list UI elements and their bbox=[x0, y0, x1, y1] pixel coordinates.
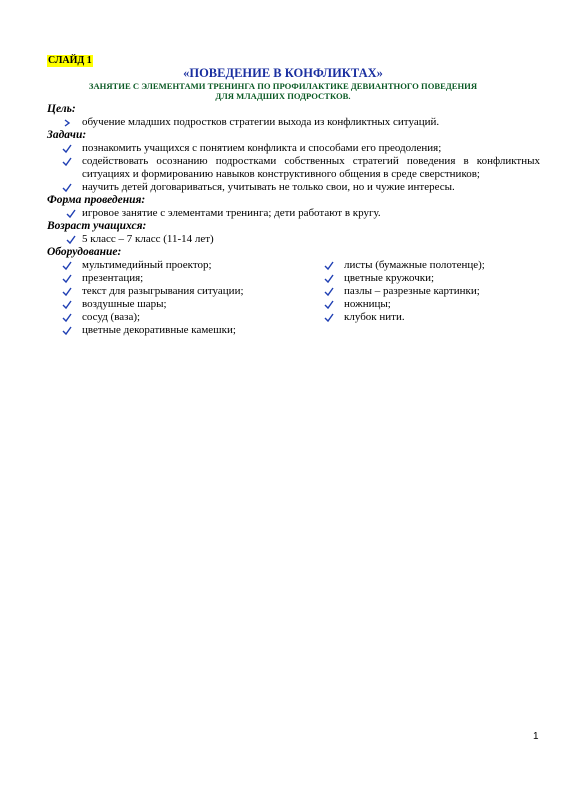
task-text: содействовать осознанию подростками собственных стратегий поведения в конфликтных ситуациях и формированию навыков конструктивного общения в среде сверстников; bbox=[82, 155, 540, 180]
checkmark-bullet-icon bbox=[62, 157, 72, 167]
equipment-text: листы (бумажные полотенце); bbox=[344, 259, 485, 271]
checkmark-bullet-icon bbox=[324, 287, 334, 297]
equipment-text: текст для разыгрывания ситуации; bbox=[82, 285, 244, 297]
age-heading: Возраст учащихся: bbox=[47, 220, 147, 232]
equipment-text: пазлы – разрезные картинки; bbox=[344, 285, 480, 297]
equipment-text: презентация; bbox=[82, 272, 144, 284]
document-title: «ПОВЕДЕНИЕ В КОНФЛИКТАХ» bbox=[183, 66, 383, 80]
equipment-text: мультимедийный проектор; bbox=[82, 259, 212, 271]
slide-label: СЛАЙД 1 bbox=[48, 55, 92, 66]
subtitle-line-1: ЗАНЯТИЕ С ЭЛЕМЕНТАМИ ТРЕНИНГА ПО ПРОФИЛАКТИКЕ ДЕВИАНТНОГО ПОВЕДЕНИЯ bbox=[88, 81, 478, 91]
equipment-text: клубок нити. bbox=[344, 311, 405, 323]
equipment-heading: Оборудование: bbox=[47, 246, 122, 258]
arrow-bullet-icon bbox=[63, 118, 73, 128]
checkmark-bullet-icon bbox=[324, 313, 334, 323]
equipment-text: сосуд (ваза); bbox=[82, 311, 141, 323]
form-text: игровое занятие с элементами тренинга; дети работают в кругу. bbox=[82, 207, 381, 219]
goal-heading: Цель: bbox=[47, 103, 76, 115]
subtitle-line-2: ДЛЯ МЛАДШИХ ПОДРОСТКОВ. bbox=[215, 91, 351, 101]
checkmark-bullet-icon bbox=[324, 261, 334, 271]
checkmark-bullet-icon bbox=[62, 326, 72, 336]
equipment-text: ножницы; bbox=[344, 298, 391, 310]
task-text: познакомить учащихся с понятием конфликта и способами его преодоления; bbox=[82, 142, 442, 154]
checkmark-bullet-icon bbox=[62, 183, 72, 193]
equipment-text: цветные кружочки; bbox=[344, 272, 435, 284]
task-text: научить детей договариваться, учитывать не только свои, но и чужие интересы. bbox=[82, 181, 455, 193]
checkmark-bullet-icon bbox=[66, 235, 76, 245]
form-heading: Форма проведения: bbox=[47, 194, 146, 206]
tasks-heading: Задачи: bbox=[47, 129, 87, 141]
equipment-text: цветные декоративные камешки; bbox=[82, 324, 236, 336]
page-number: 1 bbox=[533, 731, 539, 742]
goal-text: обучение младших подростков стратегии выхода из конфликтных ситуаций. bbox=[82, 116, 440, 128]
checkmark-bullet-icon bbox=[62, 300, 72, 310]
checkmark-bullet-icon bbox=[324, 274, 334, 284]
checkmark-bullet-icon bbox=[62, 261, 72, 271]
checkmark-bullet-icon bbox=[62, 287, 72, 297]
checkmark-bullet-icon bbox=[66, 209, 76, 219]
checkmark-bullet-icon bbox=[62, 274, 72, 284]
age-text: 5 класс – 7 класс (11-14 лет) bbox=[82, 233, 214, 245]
equipment-text: воздушные шары; bbox=[82, 298, 167, 310]
checkmark-bullet-icon bbox=[324, 300, 334, 310]
checkmark-bullet-icon bbox=[62, 313, 72, 323]
checkmark-bullet-icon bbox=[62, 144, 72, 154]
